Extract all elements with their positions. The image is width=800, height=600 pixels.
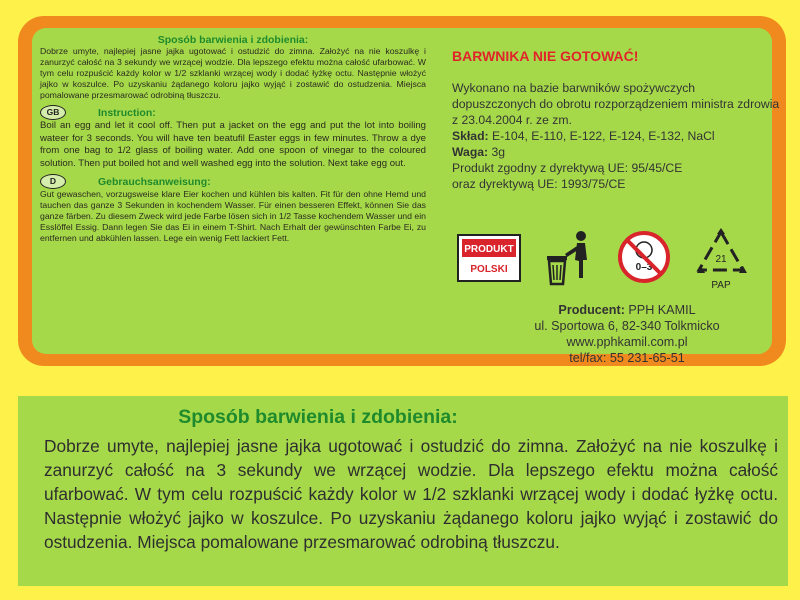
german-section-text: Gut gewaschen, vorzugsweise klare Eier kochen und kühlen bis kalten. Fit für den ohne Hemd und tauchen das ganze 3 Sekunden in kochendem Wasser. Für einen besseren Effekt, können Sie das ganze färben. Zu diesem Zweck wird jede Farbe lösen sich in 1/2 Tasse kochendem Wasser und ein Esslöffel Essig. Dann legen Sie das Ei in einem T-Shirt. Nach Erhalt der gewünschten Farbe Ei, zu entfernen und abkühlen lassen. Lege ein wenig Fett lackiert Fett.	[40, 189, 426, 243]
weight-label: Waga:	[452, 145, 489, 159]
producer-block	[482, 302, 772, 366]
product-info	[452, 80, 782, 192]
german-section-title: Gebrauchsanweisung:	[98, 175, 211, 188]
trash-disposal-icon	[541, 228, 597, 288]
icons-row	[457, 228, 757, 300]
recycle-number: 21	[715, 254, 727, 265]
label-inner	[32, 28, 780, 365]
producer-label: Producent:	[558, 303, 625, 317]
producer-address: ul. Sportowa 6, 82-340 Tolkmicko	[534, 319, 720, 333]
directive-1: Produkt zgodny z dyrektywą UE: 95/45/CE	[452, 161, 683, 175]
basis-text: Wykonano na bazie barwników spożywczych dopuszczonych do obrotu rozporządzeniem ministra zdrowia z 23.04.2004 r. ze zm.	[452, 81, 780, 127]
english-header	[40, 105, 426, 120]
warning-text: BARWNIKA NIE GOTOWAĆ!	[452, 48, 639, 64]
age-warning-icon	[617, 230, 671, 284]
english-section-title: Instruction:	[98, 106, 156, 119]
d-badge: D	[40, 174, 66, 189]
zoomed-text: Dobrze umyte, najlepiej jasne jajka ugotować i ostudzić do zimna. Założyć na nie koszulkę i zanurzyć całość na 3 sekundy we wrzącej wodzie. Dla lepszego efektu można całość ufarbować. W tym celu rozpuścić każdy kolor w 1/2 szklanki wrzącej wody i dodać łyżkę octu. Następnie włożyć jajko w koszulce. Po uzyskaniu żądanego koloru jajko wyjąć i zostawić do ostudzenia. Miejsca pomalowane przesmarować odrobiną tłuszczu.	[44, 436, 778, 552]
recycle-label: PAP	[711, 280, 731, 291]
instructions-column	[40, 34, 426, 244]
directive-2: oraz dyrektywą UE: 1993/75/CE	[452, 177, 626, 191]
age-label: 0–3	[635, 262, 653, 273]
polish-section-text: Dobrze umyte, najlepiej jasne jajka ugotować i ostudzić do zimna. Założyć na nie koszulkę i zanurzyć całość na 3 sekundy we wrzącej wodzie. Dla lepszego efektu można całość ufarbować. W tym celu rozpuścić każdy kolor w 1/2 szklanki wrzącej wody i dodać łyżkę octu. Następnie włożyć jajko w koszulce. Po uzyskaniu żądanego koloru jajko wyjąć i zostawić do ostudzenia. Miejsca pomalowane przesmarować odrobiną tłuszczu.	[40, 46, 426, 100]
badge-line2: POLSKI	[470, 264, 508, 275]
producer-line	[482, 302, 772, 318]
weight-value: 3g	[491, 145, 506, 159]
english-section-text: Boil an egg and let it cool off. Then put a jacket on the egg and put the lot into boiling wateer for 3 seconds. You will have ten beatufil Easter eggs in few minutes. Throw a dye from one bag to 1/2 glass of boiling water. Add one spoon of vinegar to the coloured solution. Then put boiled hot and well washed egg into the solution. Next take egg out.	[40, 120, 426, 169]
gb-badge: GB	[40, 105, 66, 120]
recycle-icon	[691, 228, 751, 294]
badge-line1: PRODUKT	[464, 244, 514, 255]
composition-label: Skład:	[452, 129, 489, 143]
producer-phone: tel/fax: 55 231-65-51	[569, 351, 685, 365]
polish-section-title: Sposób barwienia i zdobienia:	[157, 34, 309, 46]
zoomed-instructions	[18, 396, 788, 586]
composition-value: E-104, E-110, E-122, E-124, E-132, NaCl	[491, 129, 715, 143]
produkt-polski-icon	[457, 234, 521, 282]
producer-website: www.pphkamil.com.pl	[566, 335, 688, 349]
product-label	[18, 16, 786, 366]
producer-name: PPH KAMIL	[628, 303, 696, 317]
german-header	[40, 174, 426, 189]
zoomed-title: Sposób barwienia i zdobienia:	[178, 406, 458, 428]
info-column	[452, 34, 782, 365]
